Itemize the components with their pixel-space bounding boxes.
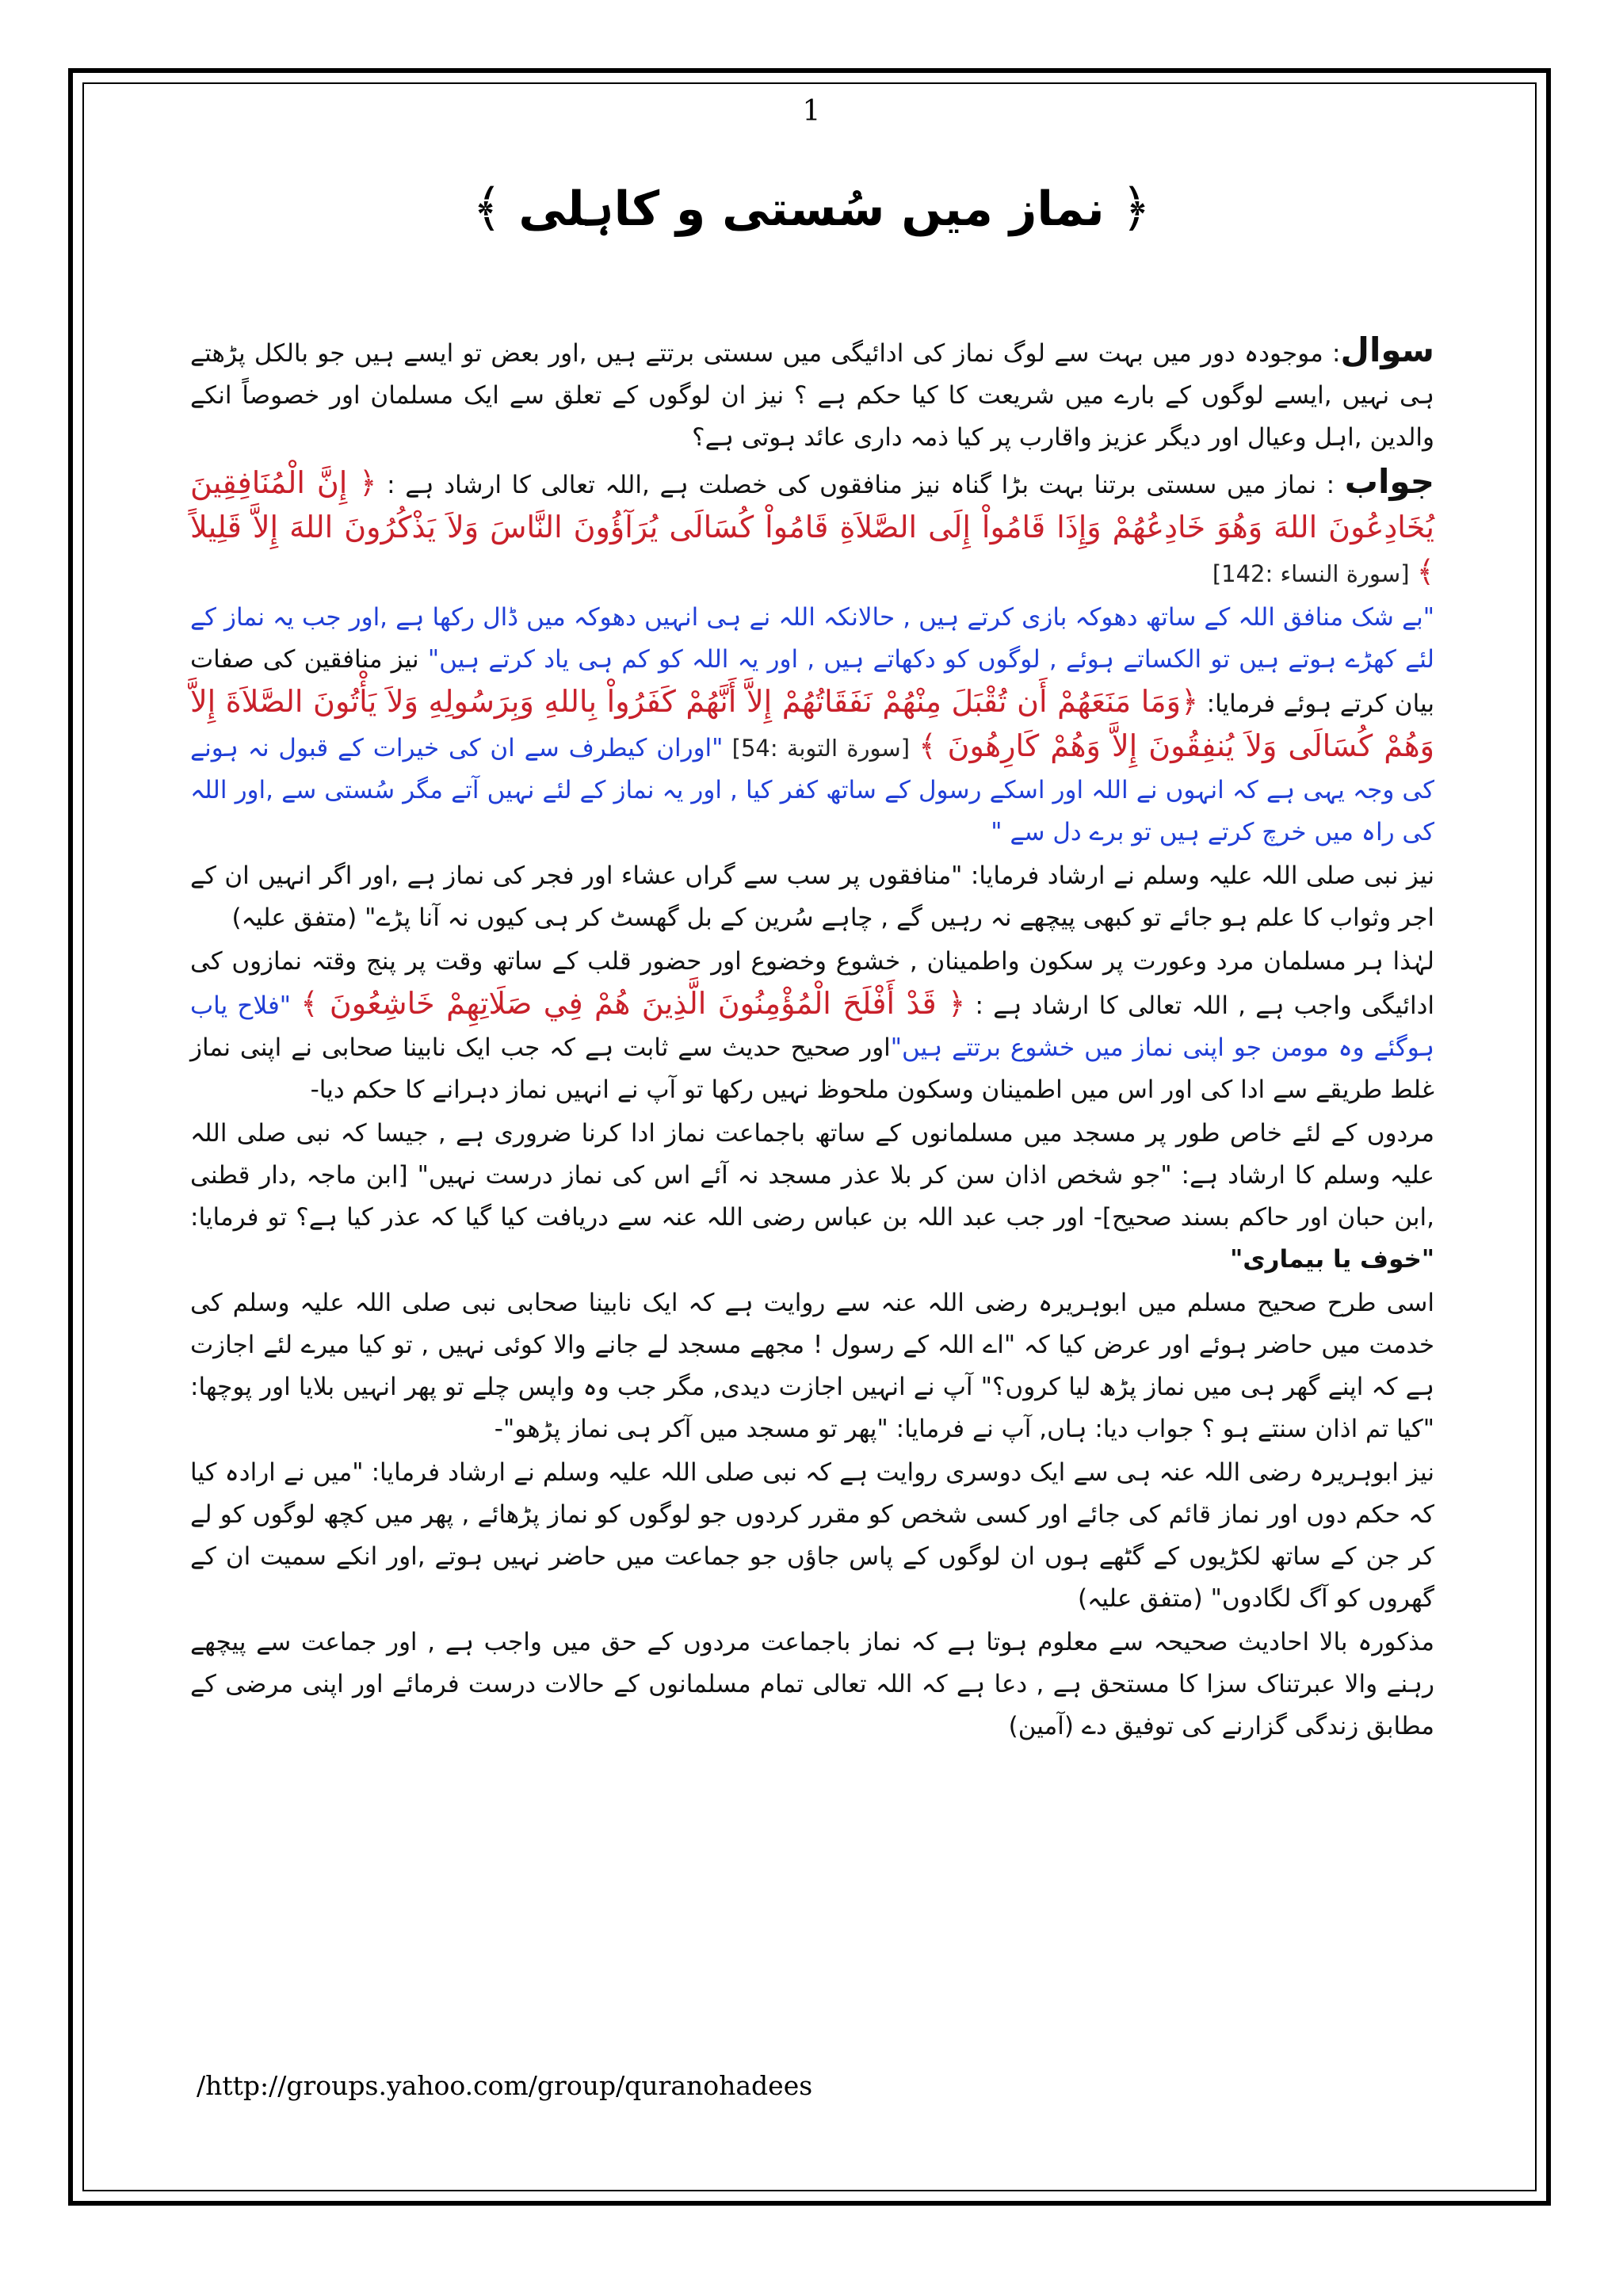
verse-nisa-reference: [سورة النساء :142] [1212, 560, 1417, 587]
question-text: : موجودہ دور میں بہت سے لوگ نماز کی ادائیگی میں سستی برتتے ہیں ,اور بعض تو ایسے ہیں جو بالکل پڑھتے ہی نہیں ,ایسے لوگوں کے بارے میں شریعت کا کیا حکم ہے ؟ نیز ان لوگوں کے تعلق سے ایک مسلمان اور خصوصاً انکے والدین ,اہل وعیال اور دیگر عزیز واقارب پر کیا ذمہ داری عائد ہوتی ہے؟ [190, 339, 1434, 452]
khushu-rest: اور صحیح حدیث سے ثابت ہے کہ جب ایک نابینا صحابی نے اپنی نماز غلط طریقے سے ادا کی اور اس میں اطمینان وسکون ملحوظ نہیں رکھا تو آپ نے انہیں نماز دہرانے کا حکم دیا- [190, 1033, 1434, 1104]
verse-nisa: ﴿ إِنَّ الْمُنَافِقِينَ يُخَادِعُونَ اللهَ وَهُوَ خَادِعُهُمْ وَإِذَا قَامُواْ إِلَى الصَّلاَةِ قَامُواْ كُسَالَى يُرَآؤُونَ النَّاسَ وَلاَ يَذْكُرُونَ اللهَ إِلاَّ قَلِيلاً ﴾ [190, 465, 1434, 589]
footer-url: /http://groups.yahoo.com/group/quranohadees [197, 2070, 813, 2101]
jamaat-bold-answer: "خوف یا بیماری" [1230, 1245, 1434, 1274]
translation-paragraph [190, 597, 1434, 854]
verse-tawbah-reference: [سورة التوبة :54] [723, 735, 919, 762]
verse-muminun: ﴿ قَدْ أَفْلَحَ الْمُؤْمِنُونَ الَّذِينَ هُمْ فِي صَلَاتِهِمْ خَاشِعُونَ ﴾ [300, 986, 966, 1021]
title-open-ornament: ﴿ [1121, 179, 1151, 238]
question-label: سوال [1340, 330, 1434, 369]
document-body [190, 329, 1434, 1749]
page-number: 1 [802, 95, 821, 128]
answer-intro-2: نیز منافقین کی صفات بیان کرتے ہوئے فرمایا: [190, 645, 1435, 718]
translation-muminun: "فلاح یاب ہوگئے وہ مومن جو اپنی نماز میں خشوع برتتے ہیں" [190, 991, 1434, 1062]
jamaat-text: مردوں کے لئے خاص طور پر مسجد میں مسلمانوں کے ساتھ باجماعت نماز ادا کرنا ضروری ہے , جیسا کہ نبی صلی اللہ علیہ وسلم کا ارشاد ہے: "جو شخص اذان سن کر بلا عذر مسجد نہ آئے اس کی نماز درست نہیں" [ابن ماجہ ,دار قطنی ,ابن حبان اور حاکم بسند صحیح]- اور جب عبد اللہ بن عباس رضی اللہ عنہ سے دریافت کیا گیا کہ عذر کیا ہے؟ تو فرمایا: [190, 1119, 1434, 1232]
page-title [0, 178, 1623, 238]
hadith-munafiq-paragraph: نیز نبی صلی اللہ علیہ وسلم نے ارشاد فرمایا: "منافقوں پر سب سے گراں عشاء اور فجر کی نماز ہے ,اور اگر انہیں ان کے اجر وثواب کا علم ہو جائے تو کبھی پیچھے نہ رہیں گے , چاہے سُرین کے بل گھسٹ کر ہی کیوں نہ آنا پڑے" (متفق علیہ) [190, 861, 1434, 932]
question-paragraph [190, 329, 1434, 459]
title-text: نماز میں سُستی و کاہلی [518, 181, 1105, 237]
answer-label: جواب [1344, 462, 1434, 501]
verse-tawbah: ﴿وَمَا مَنَعَهُمْ أَن تُقْبَلَ مِنْهُمْ نَفَقَاتُهُمْ إِلاَّ أَنَّهُمْ كَفَرُواْ بِاللهِ وَبِرَسُولِهِ وَلاَ يَأْتُونَ الصَّلاَةَ إِلاَّ وَهُمْ كُسَالَى وَلاَ يُنفِقُونَ إِلاَّ وَهُمْ كَارِهُونَ ﴾ [190, 684, 1434, 763]
khushu-paragraph [190, 941, 1434, 1111]
answer-intro: : نماز میں سستی برتنا بہت بڑا گناہ نیز منافقوں کی خصلت ہے ,اللہ تعالی کا ارشاد ہے : [376, 471, 1345, 499]
conclusion-paragraph: مذکورہ بالا احادیث صحیحہ سے معلوم ہوتا ہے کہ نماز باجماعت مردوں کے حق میں واجب ہے , اور جماعت سے پیچھے رہنے والا عبرتناک سزا کا مستحق ہے , دعا ہے کہ اللہ تعالی تمام مسلمانوں کے حالات درست فرمائے اور اپنی مرضی کے مطابق زندگی گزارنے کی توفیق دے (آمین) [190, 1628, 1434, 1740]
khushu-intro: لہٰذا ہر مسلمان مرد وعورت پر سکون واطمینان , خشوع وخضوع اور حضور قلب کے ساتھ وقت پر پنج وقتہ نمازوں کی ادائیگی واجب ہے , اللہ تعالی کا ارشاد ہے : [190, 947, 1434, 1020]
answer-paragraph [190, 460, 1434, 595]
second-narration-paragraph: نیز ابوہریرہ رضی اللہ عنہ ہی سے ایک دوسری روایت ہے کہ نبی صلی اللہ علیہ وسلم نے ارشاد فرمایا: "میں نے ارادہ کیا کہ حکم دوں اور نماز قائم کی جائے اور کسی شخص کو مقرر کردوں جو لوگوں کو نماز پڑھائے , پھر میں کچھ لوگوں کو لے کر جن کے ساتھ لکڑیوں کے گٹھے ہوں ان لوگوں کے پاس جاؤں جو جماعت میں حاضر نہیں ہوتے ,اور انکے سمیت ان کے گھروں کو آگ لگادوں" (متفق علیہ) [190, 1458, 1434, 1613]
title-close-ornament: ﴾ [472, 179, 502, 238]
translation-tawbah: "اوران کیطرف سے ان کی خیرات کے قبول نہ ہونے کی وجہ یہی ہے کہ انہوں نے اللہ اور اسکے رسول کے ساتھ کفر کیا , اور یہ نماز کے لئے نہیں آتے مگر سُستی سے ,اور اللہ کی راہ میں خرچ کرتے ہیں تو برے دل سے " [190, 734, 1434, 846]
translation-nisa: "بے شک منافق اللہ کے ساتھ دھوکہ بازی کرتے ہیں , حالانکہ اللہ نے ہی انہیں دھوکہ میں ڈال رکھا ہے ,اور جب یہ نماز کے لئے کھڑے ہوتے ہیں تو الکساتے ہوئے , لوگوں کو دکھاتے ہیں , اور یہ اللہ کو کم ہی یاد کرتے ہیں" [190, 603, 1434, 674]
jamaat-paragraph [190, 1113, 1434, 1281]
blind-companion-paragraph: اسی طرح صحیح مسلم میں ابوہریرہ رضی اللہ عنہ سے روایت ہے کہ ایک نابینا صحابی نبی صلی اللہ علیہ وسلم کی خدمت میں حاضر ہوئے اور عرض کیا کہ "اے اللہ کے رسول ! مجھے مسجد لے جانے والا کوئی نہیں , تو کیا میرے لئے اجازت ہے کہ اپنے گھر ہی میں نماز پڑھ لیا کروں؟" آپ نے انہیں اجازت دیدی, مگر جب وہ واپس چلے تو پھر انہیں بلایا اور پوچھا: "کیا تم اذان سنتے ہو ؟ جواب دیا: ہاں, آپ نے فرمایا: "پھر تو مسجد میں آکر ہی نماز پڑھو"- [190, 1289, 1434, 1443]
